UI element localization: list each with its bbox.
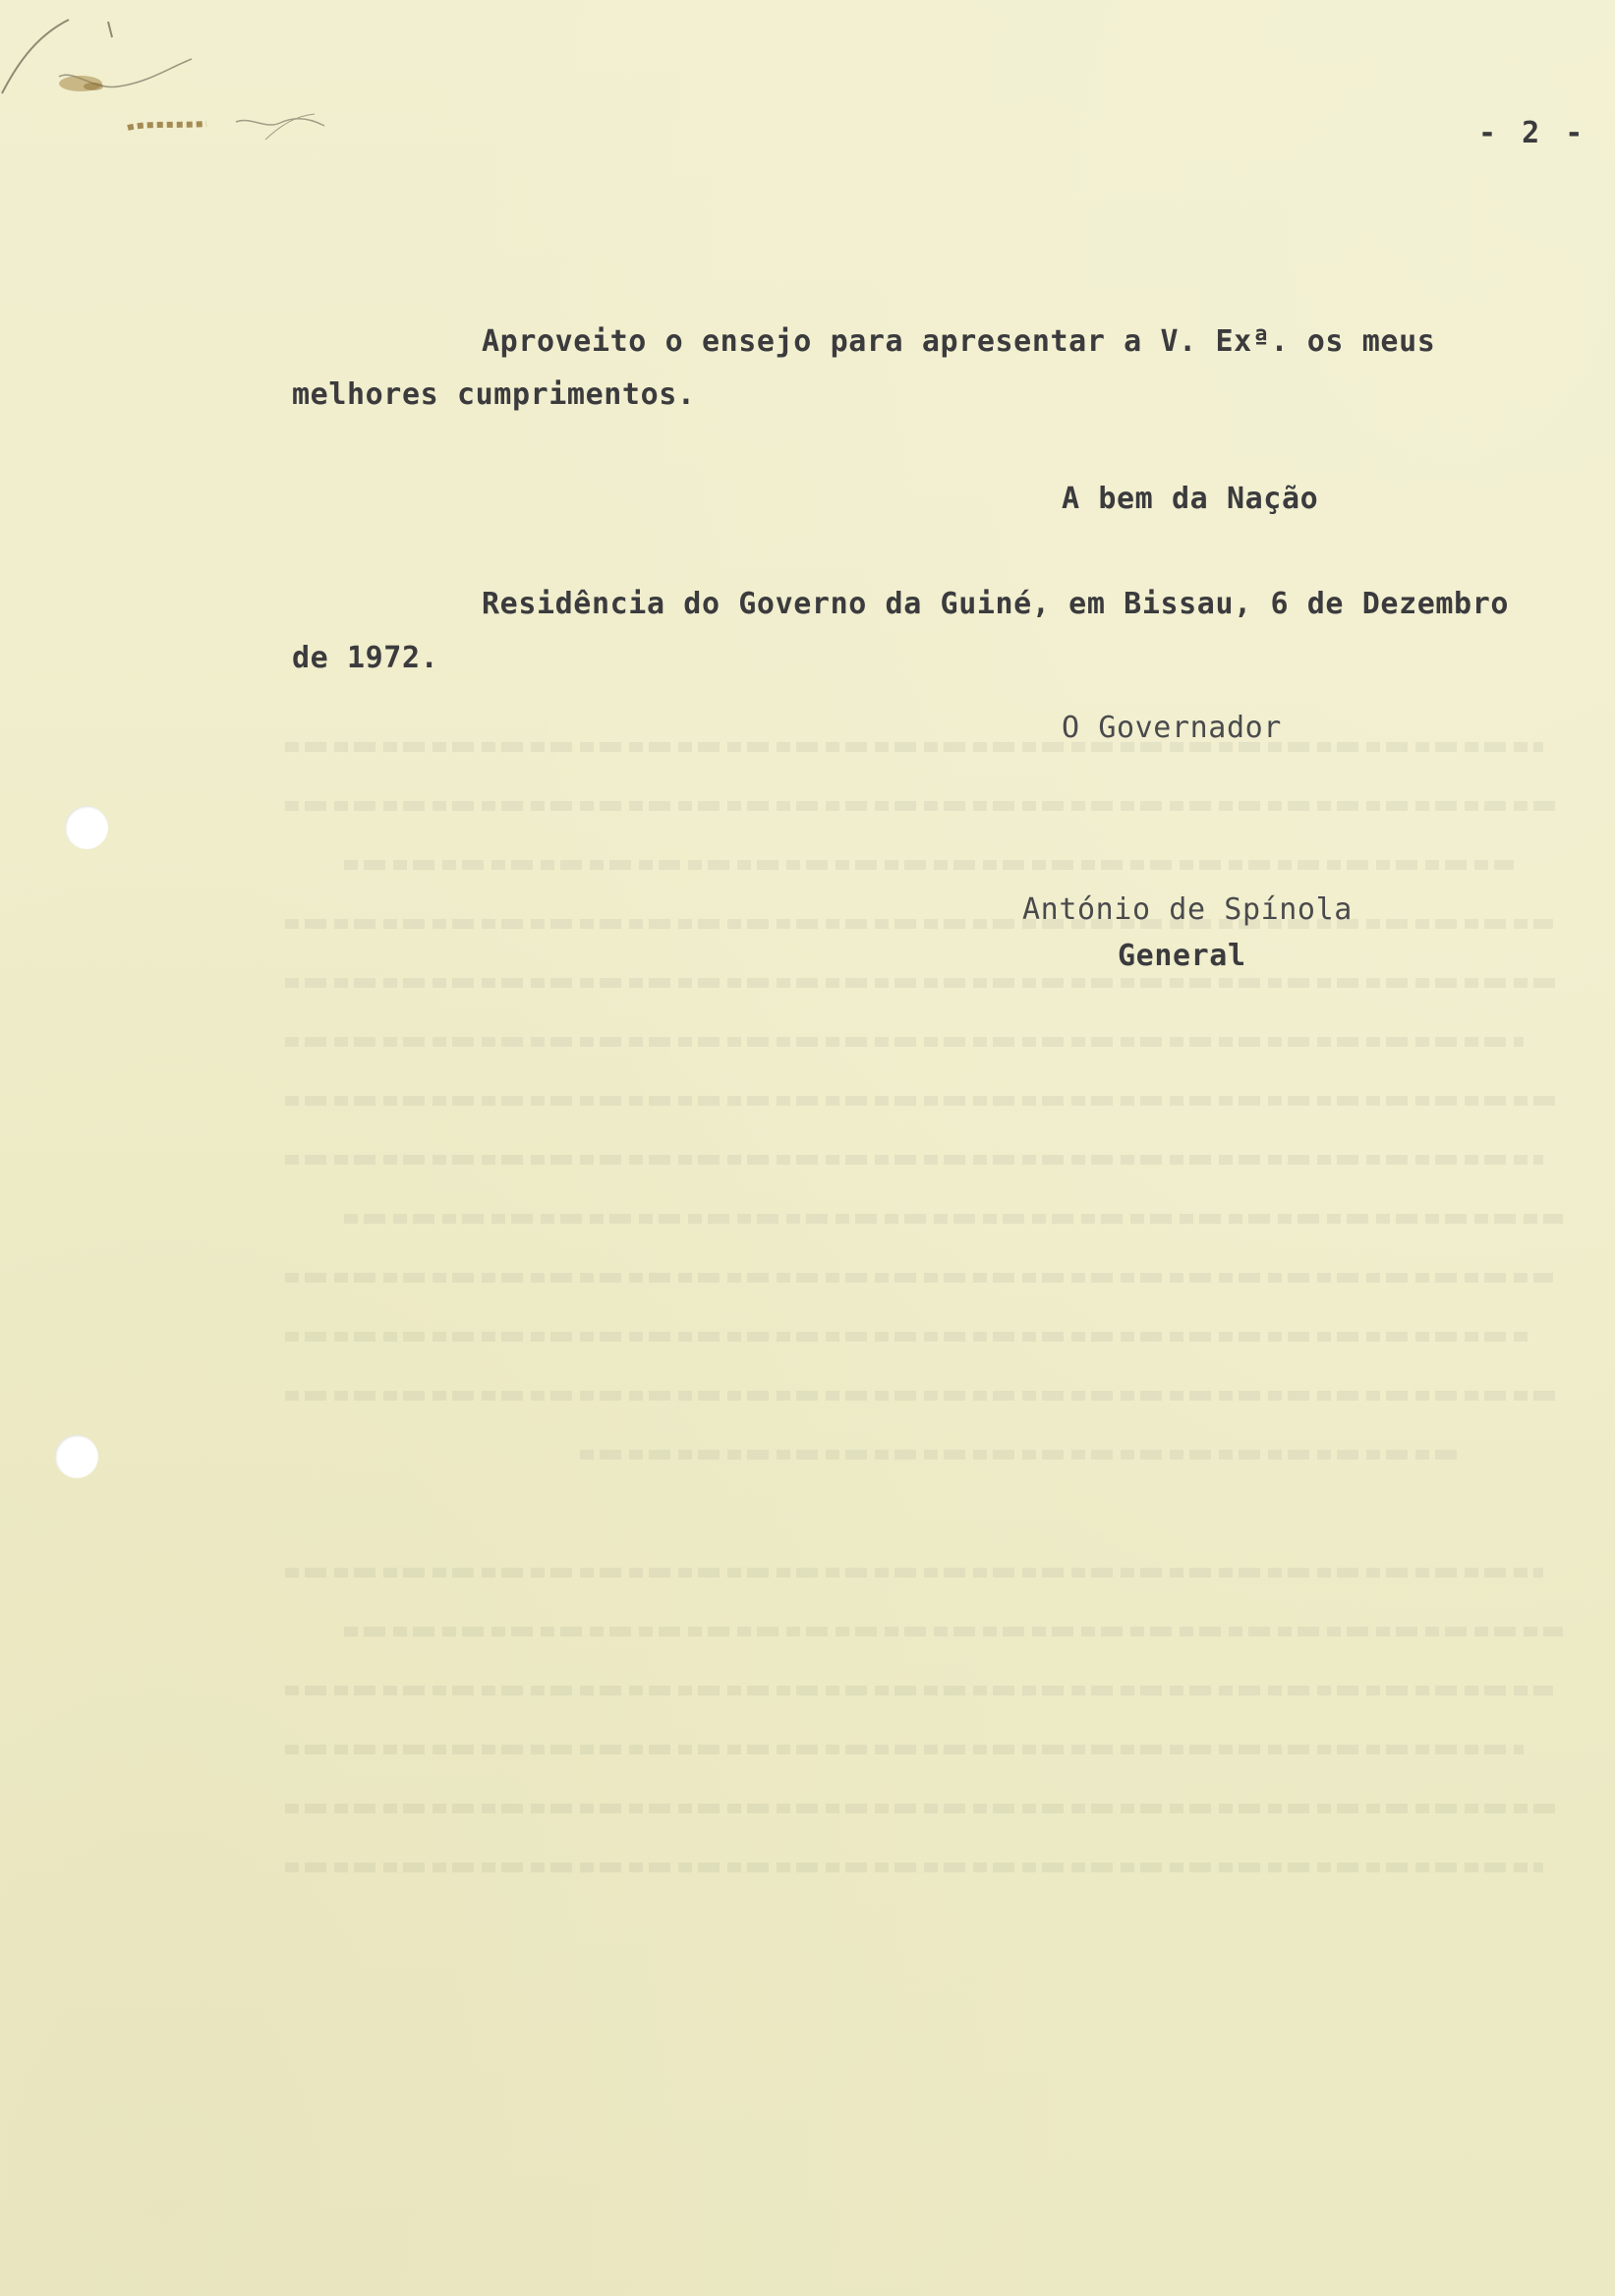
corner-stain-marks <box>0 0 354 167</box>
place-date-line-2: de 1972. <box>292 641 439 675</box>
closing-formula: A bem da Nação <box>1062 482 1319 516</box>
signatory-name: António de Spínola <box>1022 892 1353 927</box>
page-number: - 2 - <box>1478 116 1587 150</box>
paragraph-line-2: melhores cumprimentos. <box>292 377 696 412</box>
reverse-side-bleed-through <box>285 708 1583 1985</box>
paragraph-line-1: Aproveito o ensejo para apresentar a V. Exª. os meus <box>482 324 1436 359</box>
punch-hole-lower <box>55 1435 98 1478</box>
signatory-rank: General <box>1118 939 1246 973</box>
punch-hole-upper <box>65 806 108 849</box>
place-date-line-1: Residência do Governo da Guiné, em Bissau, 6 de Dezembro <box>482 587 1510 621</box>
signatory-title: O Governador <box>1062 711 1282 745</box>
